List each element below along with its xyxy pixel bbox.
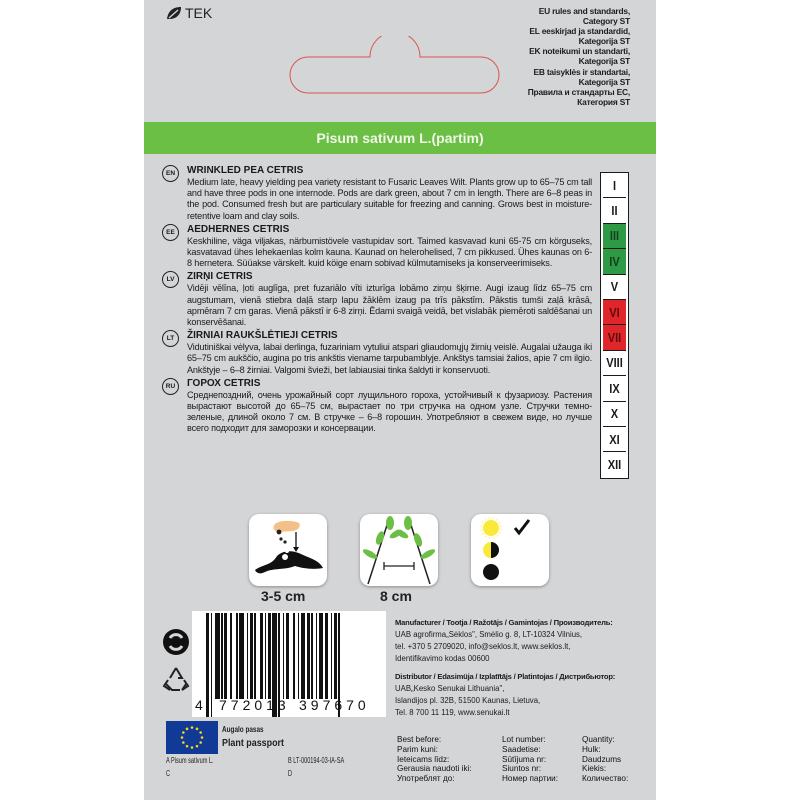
month-cell: IV bbox=[603, 249, 626, 274]
manufacturer-line: tel. +370 5 2709020, info@seklos.lt, www.seklos.lt, bbox=[395, 642, 571, 651]
plant-spacing-icon bbox=[360, 514, 438, 586]
brand-name: TEK bbox=[185, 5, 213, 21]
lot-number-label: Sūtījuma nr: bbox=[502, 754, 547, 764]
barcode-bars bbox=[206, 613, 378, 699]
best-before-label: Употреблят до: bbox=[397, 774, 455, 784]
eu-rules-line: Правила и стандарты ЕС, bbox=[527, 86, 630, 97]
best-before-label: Parim kuni: bbox=[397, 744, 438, 754]
lot-number-label: Siuntos nr: bbox=[502, 764, 542, 774]
language-badge-lt: LT bbox=[162, 330, 179, 347]
eu-rules-line: Категория ST bbox=[577, 96, 630, 107]
eu-rules-line: Category ST bbox=[582, 16, 630, 27]
month-cell: X bbox=[603, 402, 626, 427]
sowing-depth-icon bbox=[249, 514, 327, 586]
manufacturer-line: UAB agrofirma„Sėklos", Smėlio g. 8, LT-10324 Vilnius, bbox=[395, 630, 583, 639]
plant-passport bbox=[166, 721, 636, 801]
species-banner bbox=[144, 122, 656, 154]
distributor-heading: Distributor / Edasimüja / Izplatītājs / Platintojas / Дистрибьютор: bbox=[395, 672, 616, 681]
manufacturer-heading: Manufacturer / Tootja / Ražotājs / Gamintojas / Производитель: bbox=[395, 618, 613, 627]
distributor-line: Tel. 8 700 11 119, www.senukai.lt bbox=[395, 708, 510, 717]
language-badge-en: EN bbox=[162, 165, 179, 182]
eu-rules-line: EB taisyklės ir standartai, bbox=[533, 66, 630, 77]
month-cell: I bbox=[603, 173, 626, 198]
quantity-label: Hulk: bbox=[582, 744, 601, 754]
best-before-label: Ieteicams līdz: bbox=[397, 754, 450, 764]
quantity-label: Quantity: bbox=[582, 735, 615, 744]
month-cell: VII bbox=[603, 325, 626, 350]
brand-logo bbox=[166, 5, 212, 21]
description-title: WRINKLED PEA CETRIS bbox=[187, 165, 304, 176]
seed-packet-back bbox=[144, 0, 656, 800]
description-ru bbox=[162, 378, 592, 435]
eu-rules-line: Kategorija ST bbox=[578, 56, 630, 67]
plant-passport-a: A Pisum sativum L. bbox=[166, 756, 214, 765]
description-body: Vidēji vēlīna, ļoti auglīga, pret fuzariālo vīti izturīga lobāmo zirņu šķirne. Augi izaug līdz 65–75 cm augstumam, vienā stiebra daļā starp lapu žāklēm izaug pa trīs pākstīm. Pākstis tumši zaļā krāsā, apmēram 7 cm garas. Vienā pākstī ir 6-8 zirņi. Ēdami svaigā veidā, bet vislabāk piemēroti saldēšanai un konservēšanai. bbox=[187, 283, 592, 328]
recycling-marks bbox=[162, 628, 190, 697]
quantity-label: Количество: bbox=[582, 774, 629, 784]
eu-standards-text bbox=[450, 6, 630, 107]
description-title: ZIRŅI CETRIS bbox=[187, 271, 253, 283]
species-name: Pisum sativum L.(partim) bbox=[316, 130, 484, 146]
barcode-digits-left: 772013 bbox=[219, 697, 290, 713]
description-body: Среднепоздний, очень урожайный сорт лущильного гороха, устойчивый к фузариозу. Растения вырастают высотой до 65–75 см, вырастает по три стручка на одном узле. Стручки темно-зеленые, длиной около 7 см. В стручке – 6–8 горошин. Употребляют в свежем виде, но лучше всего подходит для заморозки и консервации. bbox=[187, 389, 592, 434]
language-badge-ru: RU bbox=[162, 378, 179, 395]
plant-passport-label-en: Plant passport bbox=[222, 737, 284, 749]
month-cell: V bbox=[603, 275, 626, 300]
eu-rules-line: EU rules and standards, bbox=[538, 6, 630, 16]
eu-rules-line: EL eeskirjad ja standardid, bbox=[529, 26, 630, 37]
company-info bbox=[395, 617, 655, 719]
lot-number-label: Lot number: bbox=[502, 735, 546, 744]
month-cell: II bbox=[603, 198, 626, 223]
barcode-digit-first: 4 bbox=[195, 697, 207, 713]
month-cell: XII bbox=[603, 452, 626, 477]
sowing-calendar bbox=[600, 172, 629, 479]
manufacturer-line: Identifikavimo kodas 00600 bbox=[395, 654, 490, 663]
eu-rules-line: Kategorija ST bbox=[578, 36, 630, 47]
green-dot-icon bbox=[162, 628, 190, 656]
description-title: ГОРОХ CETRIS bbox=[187, 377, 261, 389]
eu-flag-icon bbox=[166, 721, 218, 754]
month-cell: III bbox=[603, 224, 626, 249]
month-cell: VI bbox=[603, 300, 626, 325]
description-title: ŽIRNIAI RAUKŠLĖTIEJI CETRIS bbox=[187, 330, 338, 342]
distributor-line: UAB„Kesko Senukai Lithuania", bbox=[395, 684, 505, 693]
description-body: Keskhiline, väga viljakas, närbumistövele vastupidav sort. Taimed kasvavad kuni 65-75 cm körguseks, kasvatavad ühes lehekaenlas kolm kauna. Kaunad on helerohelised, 7 cm pikkused. Ühes kaunas on 6-8 hernetera. Süüakse värskelt. kuid köige enam sobivad külmutamiseks ja konserveerimiseks. bbox=[187, 235, 592, 269]
lot-number-label: Номер партии: bbox=[502, 774, 559, 784]
description-body: Medium late, heavy yielding pea variety resistant to Fusaric Leaves Wilt. Plants grow up to 65–75 cm tall and have three pods in one internode. Pods are dark green, about 7 cm in length. There are 6–8 peas in the pod. Consumed fresh but are particulary suitable for freezing and canning. Grows best in moisture-retentive loam and clay soils. bbox=[187, 177, 592, 221]
sunlight-icon bbox=[471, 514, 549, 586]
language-badge-ee: EE bbox=[162, 224, 179, 241]
eu-rules-line: EK noteikumi un standarti, bbox=[529, 46, 630, 57]
sowing-depth-label: 3-5 cm bbox=[261, 588, 306, 604]
plant-spacing-label: 8 cm bbox=[380, 588, 412, 604]
barcode-digits-right: 397670 bbox=[299, 697, 370, 713]
best-before-label: Best before: bbox=[397, 735, 442, 744]
plant-passport-d: D bbox=[288, 769, 293, 778]
description-body: Vidutiniškai vėlyva, labai derlinga, fuzariniam vytuliui atspari gliaudomųjų žirnių veislė. Augalai užauga iki 65–75 cm aukščio, augina po tris ankštis viename tarpubamblyje. Ankštys tamsiai žalios, apie 7 cm ilgio. Ankštyje – 6–8 žirniai. Valgomi švieži, bet labiausiai tinka šaldyti ir konservuoti. bbox=[187, 342, 592, 375]
eu-rules-line: Kategorija ST bbox=[578, 76, 630, 87]
language-badge-lv: LV bbox=[162, 271, 179, 288]
month-cell: IX bbox=[603, 376, 626, 401]
month-cell: XI bbox=[603, 427, 626, 452]
description-lv bbox=[162, 271, 592, 328]
lot-number-label: Saadetise: bbox=[502, 744, 541, 754]
recycle-icon bbox=[162, 666, 190, 692]
variety-descriptions bbox=[162, 165, 592, 437]
description-title: AEDHERNES CETRIS bbox=[187, 223, 290, 235]
distributor-line: Islandijos pl. 32B, 51500 Kaunas, Lietuva, bbox=[395, 696, 541, 705]
month-cell: VIII bbox=[603, 351, 626, 376]
description-en bbox=[162, 165, 592, 222]
quantity-label: Kiekis: bbox=[582, 764, 607, 774]
description-ee bbox=[162, 224, 592, 270]
plant-passport-b: B LT-000194-03-IA-SA bbox=[288, 756, 345, 765]
barcode bbox=[192, 611, 386, 717]
quantity-label: Daudzums bbox=[582, 754, 622, 764]
plant-passport-label-lt: Augalo pasas bbox=[222, 725, 264, 734]
plant-passport-c: C bbox=[166, 769, 171, 778]
best-before-label: Gerausia naudoti iki: bbox=[397, 764, 472, 774]
leaf-icon bbox=[166, 6, 182, 20]
growing-icons bbox=[249, 514, 549, 586]
description-lt bbox=[162, 330, 592, 376]
